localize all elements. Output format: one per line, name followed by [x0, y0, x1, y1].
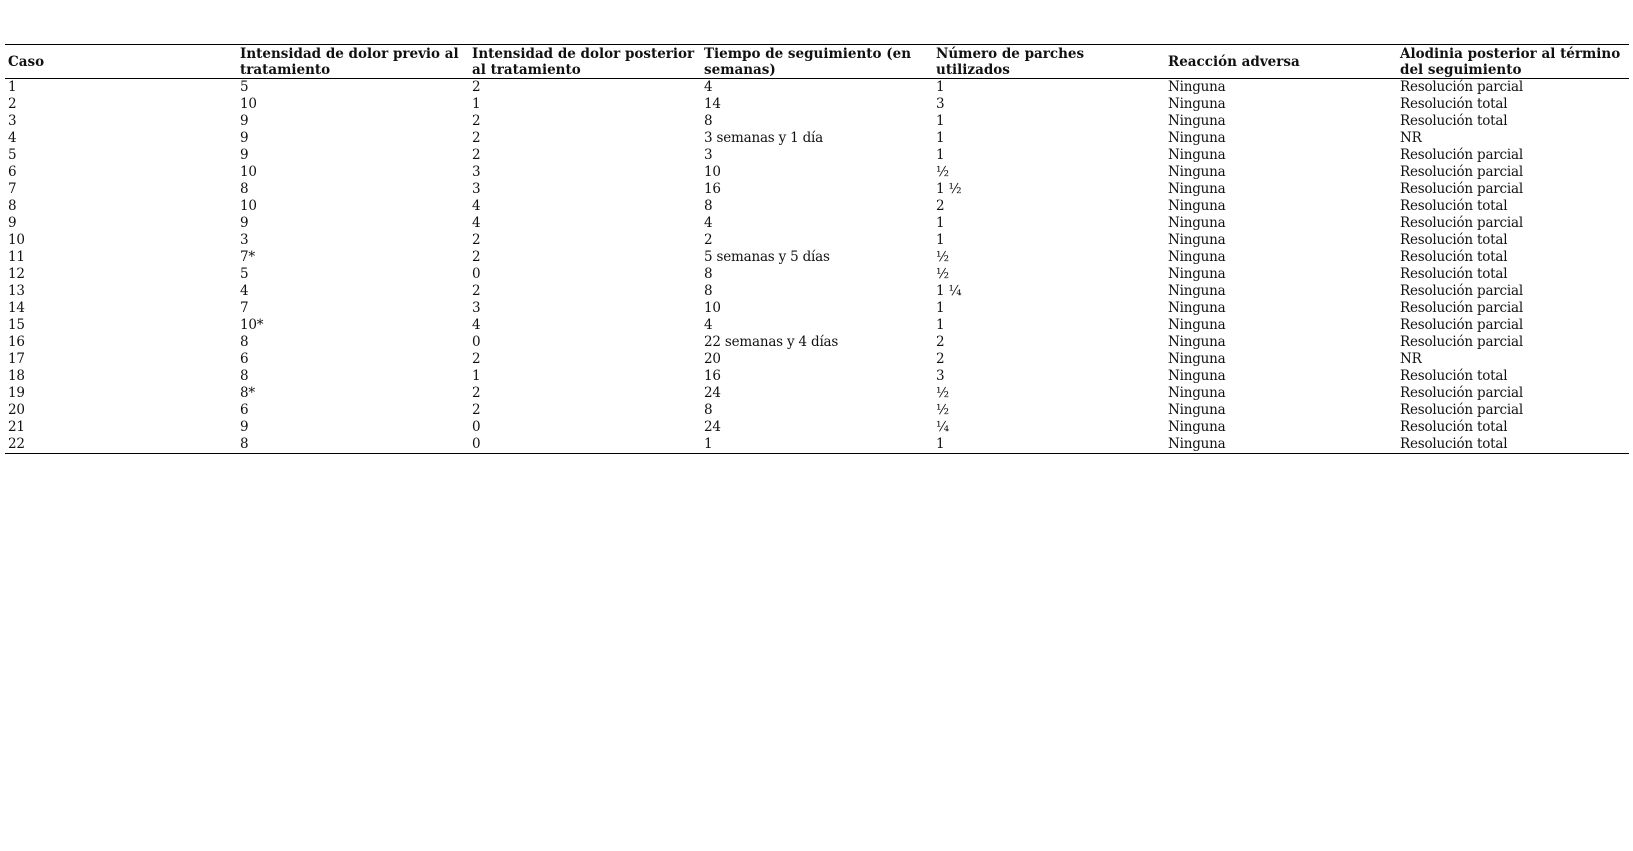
results-table [5, 44, 1629, 454]
table-row [5, 300, 1629, 317]
cell-tiempo-seguimiento: 16 [704, 181, 721, 197]
cell-intensidad-posterior: 0 [472, 436, 481, 452]
cell-intensidad-previo: 8 [240, 368, 249, 384]
cell-alodinia: Resolución total [1400, 96, 1508, 112]
cell-caso: 15 [8, 317, 25, 333]
table-row [5, 215, 1629, 232]
cell-reaccion-adversa: Ninguna [1168, 113, 1226, 129]
cell-numero-parches: 1 [936, 232, 945, 248]
cell-numero-parches: 2 [936, 351, 945, 367]
cell-intensidad-posterior: 2 [472, 113, 481, 129]
table-header-row [5, 45, 1629, 79]
cell-tiempo-seguimiento: 14 [704, 96, 721, 112]
header-numero-parches: Número de parches utilizados [936, 46, 1085, 78]
cell-numero-parches: 1 [936, 300, 945, 316]
table-row [5, 419, 1629, 436]
cell-intensidad-posterior: 2 [472, 130, 481, 146]
cell-intensidad-posterior: 2 [472, 402, 481, 418]
cell-alodinia: NR [1400, 130, 1422, 146]
cell-alodinia: Resolución total [1400, 198, 1508, 214]
cell-reaccion-adversa: Ninguna [1168, 130, 1226, 146]
cell-intensidad-posterior: 1 [472, 96, 481, 112]
cell-alodinia: Resolución total [1400, 266, 1508, 282]
cell-intensidad-posterior: 2 [472, 283, 481, 299]
cell-alodinia: Resolución parcial [1400, 181, 1524, 197]
cell-tiempo-seguimiento: 4 [704, 79, 713, 95]
table-row [5, 249, 1629, 266]
cell-reaccion-adversa: Ninguna [1168, 283, 1226, 299]
cell-tiempo-seguimiento: 3 semanas y 1 día [704, 130, 824, 146]
cell-intensidad-previo: 4 [240, 283, 249, 299]
cell-caso: 10 [8, 232, 25, 248]
cell-numero-parches: 3 [936, 368, 945, 384]
cell-numero-parches: 2 [936, 198, 945, 214]
cell-intensidad-posterior: 4 [472, 215, 481, 231]
cell-tiempo-seguimiento: 16 [704, 368, 721, 384]
cell-reaccion-adversa: Ninguna [1168, 164, 1226, 180]
cell-caso: 11 [8, 249, 25, 265]
cell-alodinia: NR [1400, 351, 1422, 367]
cell-alodinia: Resolución total [1400, 436, 1508, 452]
cell-tiempo-seguimiento: 1 [704, 436, 713, 452]
cell-reaccion-adversa: Ninguna [1168, 198, 1226, 214]
cell-intensidad-previo: 10* [240, 317, 264, 333]
cell-intensidad-posterior: 1 [472, 368, 481, 384]
cell-caso: 22 [8, 436, 25, 452]
cell-intensidad-previo: 8* [240, 385, 255, 401]
cell-alodinia: Resolución parcial [1400, 402, 1524, 418]
cell-caso: 9 [8, 215, 17, 231]
table-row [5, 198, 1629, 215]
cell-numero-parches: ½ [936, 249, 949, 265]
cell-intensidad-posterior: 2 [472, 232, 481, 248]
cell-tiempo-seguimiento: 8 [704, 266, 713, 282]
cell-alodinia: Resolución parcial [1400, 283, 1524, 299]
cell-numero-parches: 1 [936, 317, 945, 333]
cell-intensidad-previo: 9 [240, 419, 249, 435]
header-caso: Caso [8, 54, 45, 70]
cell-intensidad-previo: 9 [240, 215, 249, 231]
cell-tiempo-seguimiento: 5 semanas y 5 días [704, 249, 830, 265]
table-header [5, 45, 1629, 79]
cell-caso: 7 [8, 181, 17, 197]
cell-tiempo-seguimiento: 8 [704, 113, 713, 129]
table-row [5, 266, 1629, 283]
cell-caso: 1 [8, 79, 17, 95]
cell-reaccion-adversa: Ninguna [1168, 215, 1226, 231]
cell-intensidad-posterior: 0 [472, 334, 481, 350]
header-intensidad-previo: Intensidad de dolor previo al tratamiento [240, 46, 459, 78]
cell-tiempo-seguimiento: 20 [704, 351, 721, 367]
cell-intensidad-posterior: 4 [472, 317, 481, 333]
cell-alodinia: Resolución parcial [1400, 164, 1524, 180]
cell-numero-parches: ¼ [936, 419, 949, 435]
cell-intensidad-previo: 3 [240, 232, 249, 248]
table-row [5, 351, 1629, 368]
cell-intensidad-posterior: 2 [472, 351, 481, 367]
table-row [5, 334, 1629, 351]
cell-intensidad-posterior: 2 [472, 147, 481, 163]
cell-numero-parches: 1 ¼ [936, 283, 962, 299]
cell-tiempo-seguimiento: 24 [704, 385, 721, 401]
results-table-container [5, 44, 1629, 454]
cell-tiempo-seguimiento: 24 [704, 419, 721, 435]
cell-numero-parches: 1 [936, 147, 945, 163]
cell-tiempo-seguimiento: 8 [704, 283, 713, 299]
cell-reaccion-adversa: Ninguna [1168, 368, 1226, 384]
table-row [5, 130, 1629, 147]
cell-tiempo-seguimiento: 22 semanas y 4 días [704, 334, 839, 350]
header-reaccion-adversa: Reacción adversa [1168, 54, 1300, 70]
cell-alodinia: Resolución total [1400, 113, 1508, 129]
table-row [5, 79, 1629, 97]
cell-numero-parches: 1 [936, 113, 945, 129]
cell-intensidad-previo: 9 [240, 147, 249, 163]
cell-caso: 19 [8, 385, 25, 401]
cell-numero-parches: 1 [936, 130, 945, 146]
cell-reaccion-adversa: Ninguna [1168, 79, 1226, 95]
cell-caso: 12 [8, 266, 25, 282]
cell-tiempo-seguimiento: 4 [704, 215, 713, 231]
cell-reaccion-adversa: Ninguna [1168, 300, 1226, 316]
header-alodinia: Alodinia posterior al término del seguimiento [1400, 46, 1621, 78]
cell-intensidad-previo: 9 [240, 130, 249, 146]
cell-reaccion-adversa: Ninguna [1168, 266, 1226, 282]
cell-alodinia: Resolución total [1400, 368, 1508, 384]
cell-alodinia: Resolución parcial [1400, 334, 1524, 350]
table-row [5, 317, 1629, 334]
cell-caso: 6 [8, 164, 17, 180]
cell-reaccion-adversa: Ninguna [1168, 351, 1226, 367]
cell-alodinia: Resolución parcial [1400, 300, 1524, 316]
cell-intensidad-previo: 10 [240, 198, 257, 214]
cell-tiempo-seguimiento: 3 [704, 147, 713, 163]
cell-numero-parches: 1 [936, 215, 945, 231]
cell-reaccion-adversa: Ninguna [1168, 385, 1226, 401]
cell-tiempo-seguimiento: 10 [704, 164, 721, 180]
cell-reaccion-adversa: Ninguna [1168, 402, 1226, 418]
cell-caso: 20 [8, 402, 25, 418]
cell-intensidad-posterior: 3 [472, 300, 481, 316]
cell-intensidad-previo: 5 [240, 79, 249, 95]
cell-caso: 21 [8, 419, 25, 435]
cell-tiempo-seguimiento: 10 [704, 300, 721, 316]
cell-caso: 14 [8, 300, 25, 316]
cell-numero-parches: 1 [936, 436, 945, 452]
cell-caso: 16 [8, 334, 25, 350]
table-row [5, 147, 1629, 164]
cell-caso: 2 [8, 96, 17, 112]
table-row [5, 283, 1629, 300]
cell-intensidad-previo: 8 [240, 334, 249, 350]
table-row [5, 164, 1629, 181]
cell-reaccion-adversa: Ninguna [1168, 232, 1226, 248]
cell-reaccion-adversa: Ninguna [1168, 181, 1226, 197]
cell-intensidad-previo: 9 [240, 113, 249, 129]
cell-intensidad-posterior: 2 [472, 249, 481, 265]
cell-numero-parches: ½ [936, 164, 949, 180]
header-tiempo-seguimiento: Tiempo de seguimiento (en semanas) [704, 46, 912, 78]
table-body [5, 79, 1629, 454]
header-intensidad-posterior: Intensidad de dolor posterior al tratamiento [472, 46, 695, 78]
cell-intensidad-previo: 8 [240, 436, 249, 452]
cell-tiempo-seguimiento: 8 [704, 198, 713, 214]
table-row [5, 96, 1629, 113]
cell-alodinia: Resolución parcial [1400, 147, 1524, 163]
cell-intensidad-posterior: 3 [472, 181, 481, 197]
cell-intensidad-posterior: 0 [472, 419, 481, 435]
cell-numero-parches: ½ [936, 266, 949, 282]
cell-tiempo-seguimiento: 8 [704, 402, 713, 418]
table-row [5, 232, 1629, 249]
cell-reaccion-adversa: Ninguna [1168, 249, 1226, 265]
cell-numero-parches: 3 [936, 96, 945, 112]
table-row [5, 436, 1629, 454]
cell-caso: 13 [8, 283, 25, 299]
cell-numero-parches: ½ [936, 402, 949, 418]
cell-reaccion-adversa: Ninguna [1168, 96, 1226, 112]
table-row [5, 385, 1629, 402]
cell-intensidad-posterior: 0 [472, 266, 481, 282]
cell-alodinia: Resolución parcial [1400, 215, 1524, 231]
cell-alodinia: Resolución total [1400, 249, 1508, 265]
cell-alodinia: Resolución total [1400, 419, 1508, 435]
cell-intensidad-previo: 7 [240, 300, 249, 316]
cell-intensidad-posterior: 2 [472, 385, 481, 401]
cell-caso: 8 [8, 198, 17, 214]
table-row [5, 113, 1629, 130]
cell-caso: 17 [8, 351, 25, 367]
cell-intensidad-previo: 10 [240, 96, 257, 112]
table-row [5, 368, 1629, 385]
cell-reaccion-adversa: Ninguna [1168, 317, 1226, 333]
cell-numero-parches: ½ [936, 385, 949, 401]
table-row [5, 402, 1629, 419]
cell-reaccion-adversa: Ninguna [1168, 419, 1226, 435]
cell-reaccion-adversa: Ninguna [1168, 436, 1226, 452]
cell-alodinia: Resolución parcial [1400, 317, 1524, 333]
cell-alodinia: Resolución parcial [1400, 79, 1524, 95]
cell-tiempo-seguimiento: 2 [704, 232, 713, 248]
table-row [5, 181, 1629, 198]
cell-caso: 5 [8, 147, 17, 163]
cell-numero-parches: 1 ½ [936, 181, 962, 197]
cell-intensidad-posterior: 2 [472, 79, 481, 95]
cell-tiempo-seguimiento: 4 [704, 317, 713, 333]
cell-intensidad-previo: 6 [240, 351, 249, 367]
cell-intensidad-posterior: 3 [472, 164, 481, 180]
cell-alodinia: Resolución total [1400, 232, 1508, 248]
cell-alodinia: Resolución parcial [1400, 385, 1524, 401]
cell-intensidad-previo: 5 [240, 266, 249, 282]
cell-intensidad-previo: 7* [240, 249, 255, 265]
cell-reaccion-adversa: Ninguna [1168, 147, 1226, 163]
cell-caso: 4 [8, 130, 17, 146]
cell-intensidad-posterior: 4 [472, 198, 481, 214]
cell-intensidad-previo: 8 [240, 181, 249, 197]
cell-intensidad-previo: 6 [240, 402, 249, 418]
cell-intensidad-previo: 10 [240, 164, 257, 180]
cell-reaccion-adversa: Ninguna [1168, 334, 1226, 350]
cell-caso: 18 [8, 368, 25, 384]
cell-numero-parches: 1 [936, 79, 945, 95]
cell-caso: 3 [8, 113, 17, 129]
cell-numero-parches: 2 [936, 334, 945, 350]
